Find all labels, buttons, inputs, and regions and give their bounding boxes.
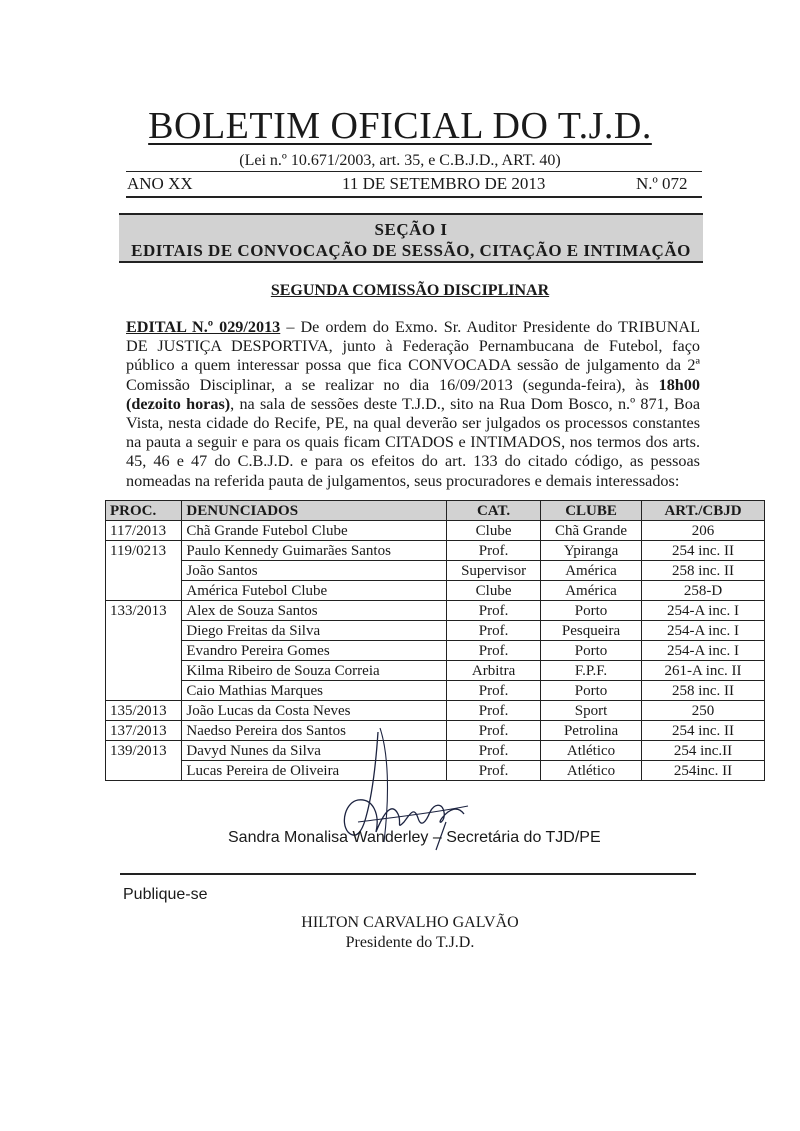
cell-art: 258 inc. II: [642, 561, 765, 581]
cell-clube: Pesqueira: [541, 621, 642, 641]
cell-clube: América: [541, 581, 642, 601]
section-heading: [119, 213, 703, 263]
cell-art: 258 inc. II: [642, 681, 765, 701]
column-header-art: ART./CBJD: [642, 501, 765, 521]
cell-art: 254 inc. II: [642, 541, 765, 561]
header-rule-bottom: [126, 196, 702, 198]
cell-denunciado: Paulo Kennedy Guimarães Santos: [182, 541, 447, 561]
cell-art: 254 inc.II: [642, 741, 765, 761]
cell-clube: América: [541, 561, 642, 581]
table-row: [106, 661, 765, 681]
table-row: [106, 521, 765, 541]
table-header-row: [106, 501, 765, 521]
cell-denunciado: Caio Mathias Marques: [182, 681, 447, 701]
cell-proc: 119/0213: [106, 541, 182, 561]
cell-denunciado: Alex de Souza Santos: [182, 601, 447, 621]
cell-cat: Prof.: [447, 701, 541, 721]
cell-denunciado: América Futebol Clube: [182, 581, 447, 601]
cell-cat: Clube: [447, 581, 541, 601]
cell-art: 254inc. II: [642, 761, 765, 781]
cell-denunciado: Diego Freitas da Silva: [182, 621, 447, 641]
cell-proc: [106, 561, 182, 581]
footer-rule: [120, 873, 696, 875]
cell-art: 254 inc. II: [642, 721, 765, 741]
issue-number: N.º 072: [636, 174, 688, 193]
cell-denunciado: João Santos: [182, 561, 447, 581]
cell-denunciado: Lucas Pereira de Oliveira: [182, 761, 447, 781]
edital-paragraph: [126, 318, 700, 491]
column-header-denunciados: DENUNCIADOS: [182, 501, 447, 521]
table-row: [106, 541, 765, 561]
cell-clube: F.P.F.: [541, 661, 642, 681]
issue-date: 11 DE SETEMBRO DE 2013: [342, 174, 546, 193]
cell-proc: 133/2013: [106, 601, 182, 621]
cell-proc: 139/2013: [106, 741, 182, 761]
cell-cat: Prof.: [447, 681, 541, 701]
cell-denunciado: Davyd Nunes da Silva: [182, 741, 447, 761]
table-row: [106, 581, 765, 601]
cell-proc: [106, 621, 182, 641]
cell-clube: Sport: [541, 701, 642, 721]
cell-cat: Arbitra: [447, 661, 541, 681]
cell-clube: Petrolina: [541, 721, 642, 741]
cell-denunciado: Naedso Pereira dos Santos: [182, 721, 447, 741]
cell-art: 254-A inc. I: [642, 601, 765, 621]
cell-proc: [106, 661, 182, 681]
cell-denunciado: Evandro Pereira Gomes: [182, 641, 447, 661]
cell-clube: Atlético: [541, 741, 642, 761]
cell-denunciado: Kilma Ribeiro de Souza Correia: [182, 661, 447, 681]
cell-art: 254-A inc. I: [642, 641, 765, 661]
table-row: [106, 621, 765, 641]
cell-cat: Prof.: [447, 541, 541, 561]
edital-label: EDITAL N.º 029/2013: [126, 318, 281, 336]
section-number: SEÇÃO I: [374, 220, 448, 239]
signer-line: Sandra Monalisa Wanderley – Secretária do TJD/PE: [228, 829, 601, 846]
cell-proc: 135/2013: [106, 701, 182, 721]
cell-art: 261-A inc. II: [642, 661, 765, 681]
edital-text-2: , na sala de sessões deste T.J.D., sito na Rua Dom Bosco, n.º 871, Boa Vista, nesta cidade do Recife, PE, na qual deverão ser julgados os processos constantes na pauta a seguir e para os quais ficam CITADOS e INTIMADOS, nos termos dos arts. 45, 46 e 47 do C.B.J.D. e para os efeitos do art. 133 do citado código, as pessoas nomeadas na referida pauta de julgamentos, seus procuradores e demais interessados:: [126, 394, 700, 490]
cell-cat: Prof.: [447, 641, 541, 661]
bulletin-title: BOLETIM OFICIAL DO T.J.D.: [148, 105, 652, 147]
cell-denunciado: João Lucas da Costa Neves: [182, 701, 447, 721]
publique-label: Publique-se: [123, 886, 208, 903]
cell-proc: [106, 641, 182, 661]
cell-proc: 137/2013: [106, 721, 182, 741]
column-header-proc: PROC.: [106, 501, 182, 521]
cell-art: 254-A inc. I: [642, 621, 765, 641]
edital-text-1: – De ordem do Exmo. Sr. Auditor Presidente do TRIBUNAL DE JUSTIÇA DESPORTIVA, junto à Federação Pernambucana de Futebol, faço público a quem interessar possa que fica CONVOCADA sessão de julgamento da 2ª Comissão Disciplinar, a se realizar no dia 16/09/2013 (segunda-feira), às: [126, 318, 700, 394]
table-row: [106, 561, 765, 581]
session-time: 18h00 (dezoito horas): [126, 375, 700, 413]
president-block: [0, 913, 800, 953]
cell-art: 250: [642, 701, 765, 721]
cell-proc: [106, 761, 182, 781]
cell-clube: Ypiranga: [541, 541, 642, 561]
law-reference: (Lei n.º 10.671/2003, art. 35, e C.B.J.D., ART. 40): [239, 152, 561, 169]
cell-clube: Porto: [541, 641, 642, 661]
cell-art: 258-D: [642, 581, 765, 601]
cell-art: 206: [642, 521, 765, 541]
cell-clube: Porto: [541, 681, 642, 701]
table-row: [106, 601, 765, 621]
cell-cat: Prof.: [447, 721, 541, 741]
table-row: [106, 701, 765, 721]
table-row: [106, 681, 765, 701]
column-header-cat: CAT.: [447, 501, 541, 521]
cell-cat: Supervisor: [447, 561, 541, 581]
cell-clube: Porto: [541, 601, 642, 621]
cell-denunciado: Chã Grande Futebol Clube: [182, 521, 447, 541]
cell-clube: Chã Grande: [541, 521, 642, 541]
header-rule-top: [126, 171, 702, 172]
column-header-clube: CLUBE: [541, 501, 642, 521]
section-title: EDITAIS DE CONVOCAÇÃO DE SESSÃO, CITAÇÃO E INTIMAÇÃO: [131, 241, 691, 260]
cell-cat: Prof.: [447, 601, 541, 621]
cell-cat: Prof.: [447, 621, 541, 641]
cell-proc: [106, 681, 182, 701]
cell-clube: Atlético: [541, 761, 642, 781]
cell-cat: Clube: [447, 521, 541, 541]
president-name: HILTON CARVALHO GALVÃO: [301, 914, 519, 931]
cell-proc: [106, 581, 182, 601]
president-role: Presidente do T.J.D.: [345, 934, 475, 951]
commission-heading: SEGUNDA COMISSÃO DISCIPLINAR: [270, 282, 550, 299]
table-row: [106, 641, 765, 661]
cell-cat: Prof.: [447, 741, 541, 761]
cell-cat: Prof.: [447, 761, 541, 781]
year-label: ANO XX: [127, 174, 193, 193]
cell-proc: 117/2013: [106, 521, 182, 541]
